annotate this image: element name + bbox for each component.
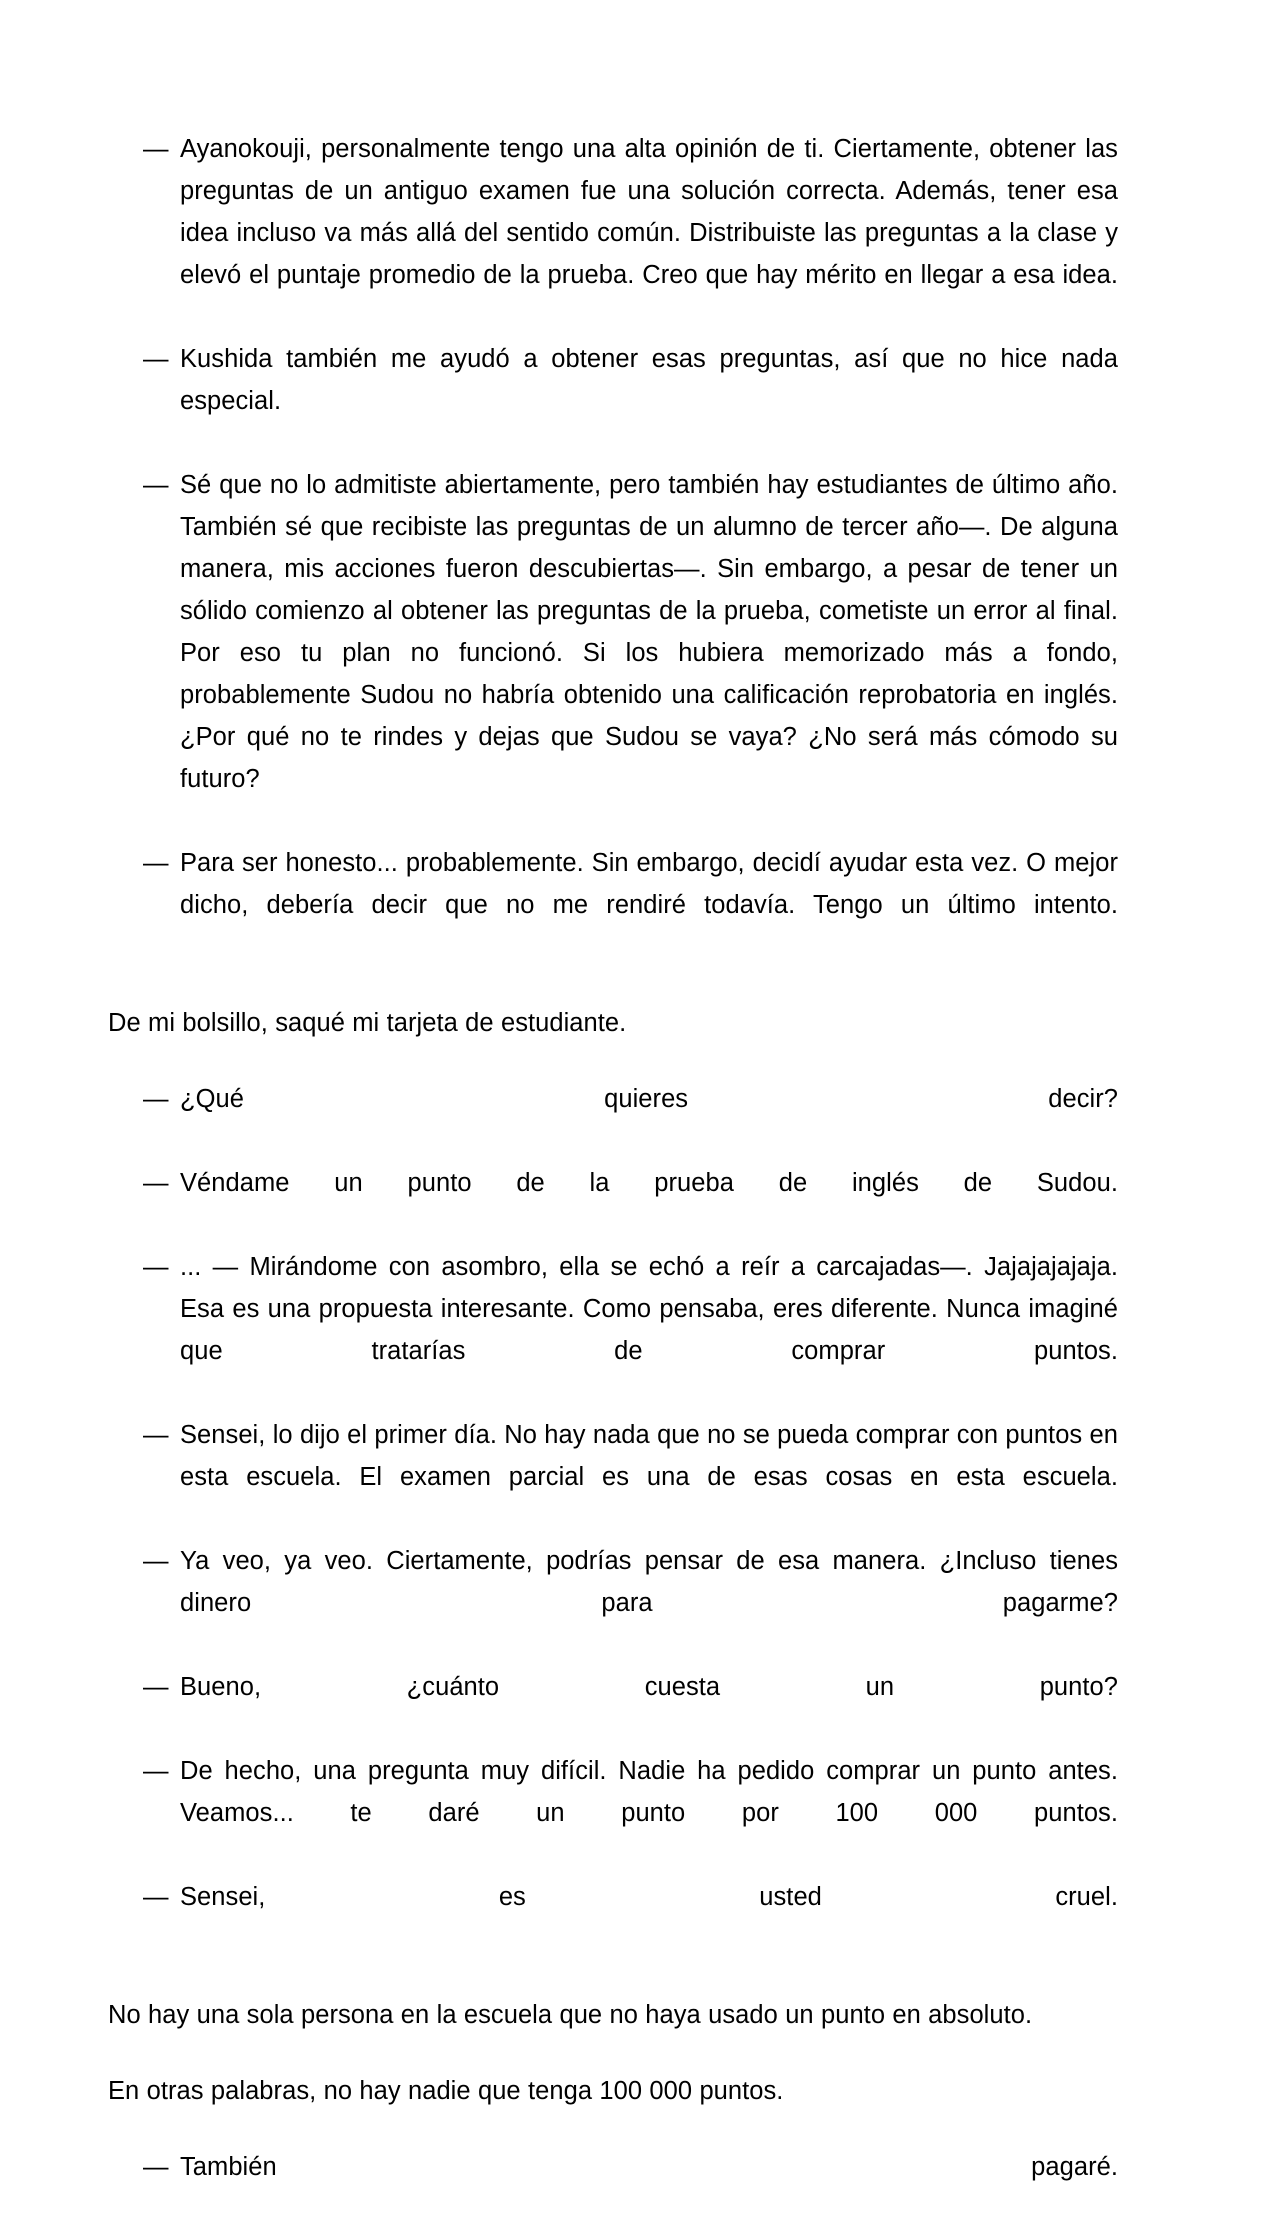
paragraph-spacer [108, 968, 1118, 1002]
dialogue-line [108, 1876, 1118, 1960]
em-dash-marker: — [143, 1169, 169, 1197]
dialogue-line [108, 1666, 1118, 1750]
page-content [108, 128, 1118, 2230]
em-dash-marker: — [143, 1421, 169, 1449]
em-dash-marker: — [143, 1547, 169, 1575]
em-dash-marker: — [143, 471, 169, 499]
dialogue-line [108, 1162, 1118, 1246]
dialogue-line [108, 1078, 1118, 1162]
narrative-paragraph: No hay una sola persona en la escuela que no haya usado un punto en absoluto. [108, 2001, 1033, 2029]
em-dash-marker: — [143, 2153, 169, 2181]
paragraph-spacer [108, 1960, 1118, 1994]
dialogue-text: Sensei, lo dijo el primer día. No hay nada que no se pueda comprar con puntos en esta escuela. El examen parcial es una de esas cosas en esta escuela. [180, 1421, 1118, 1491]
dialogue-line [108, 842, 1118, 968]
dialogue-line [108, 1750, 1118, 1876]
paragraph-spacer [108, 1044, 1118, 1078]
em-dash-marker: — [143, 1253, 169, 1281]
em-dash-marker: — [143, 135, 169, 163]
dialogue-text: ... — Mirándome con asombro, ella se echó a reír a carcajadas—. Jajajajajaja. Esa es una propuesta interesante. Como pensaba, eres diferente. Nunca imaginé que tratarías de comprar puntos. [180, 1253, 1118, 1365]
dialogue-line [108, 1246, 1118, 1414]
dialogue-text: Sensei, es usted cruel. [180, 1883, 1118, 1911]
narrative-paragraph: De mi bolsillo, saqué mi tarjeta de estudiante. [108, 1009, 627, 1037]
em-dash-marker: — [143, 849, 169, 877]
em-dash-marker: — [143, 1673, 169, 1701]
dialogue-text: Ayanokouji, personalmente tengo una alta opinión de ti. Ciertamente, obtener las preguntas de un antiguo examen fue una solución correcta. Además, tener esa idea incluso va más allá del sentido común. Distribuiste las preguntas a la clase y elevó el puntaje promedio de la prueba. Creo que hay mérito en llegar a esa idea. [180, 135, 1118, 289]
dialogue-line [108, 464, 1118, 842]
dialogue-text: Kushida también me ayudó a obtener esas preguntas, así que no hice nada especial. [180, 345, 1118, 415]
dialogue-line [108, 128, 1118, 338]
dialogue-line [108, 1540, 1118, 1666]
narrative-paragraph: En otras palabras, no hay nadie que tenga 100 000 puntos. [108, 2077, 784, 2105]
em-dash-marker: — [143, 1085, 169, 1113]
dialogue-text: Véndame un punto de la prueba de inglés de Sudou. [180, 1169, 1118, 1197]
dialogue-text: También pagaré. [180, 2153, 1118, 2181]
dialogue-line [108, 338, 1118, 464]
em-dash-marker: — [143, 1757, 169, 1785]
dialogue-line [108, 2146, 1118, 2230]
dialogue-group [108, 1078, 1118, 1960]
paragraph-spacer [108, 2036, 1118, 2070]
dialogue-line [108, 1414, 1118, 1540]
dialogue-text: Sé que no lo admitiste abiertamente, pero también hay estudiantes de último año. También sé que recibiste las preguntas de un alumno de tercer año—. De alguna manera, mis acciones fueron descubiertas—. Sin embargo, a pesar de tener un sólido comienzo al obtener las preguntas de la prueba, cometiste un error al final. Por eso tu plan no funcionó. Si los hubiera memorizado más a fondo, probablemente Sudou no habría obtenido una calificación reprobatoria en inglés. ¿Por qué no te rindes y dejas que Sudou se vaya? ¿No será más cómodo su futuro? [180, 471, 1118, 793]
dialogue-text: De hecho, una pregunta muy difícil. Nadie ha pedido comprar un punto antes. Veamos... te daré un punto por 100 000 puntos. [180, 1757, 1118, 1827]
em-dash-marker: — [143, 1883, 169, 1911]
paragraph-spacer [108, 2112, 1118, 2146]
dialogue-text: ¿Qué quieres decir? [180, 1085, 1118, 1113]
em-dash-marker: — [143, 345, 169, 373]
dialogue-text: Bueno, ¿cuánto cuesta un punto? [180, 1673, 1118, 1701]
dialogue-text: Ya veo, ya veo. Ciertamente, podrías pensar de esa manera. ¿Incluso tienes dinero para pagarme? [180, 1547, 1118, 1617]
dialogue-group [108, 2146, 1118, 2230]
dialogue-text: Para ser honesto... probablemente. Sin embargo, decidí ayudar esta vez. O mejor dicho, debería decir que no me rendiré todavía. Tengo un último intento. [180, 849, 1118, 919]
dialogue-group [108, 128, 1118, 968]
